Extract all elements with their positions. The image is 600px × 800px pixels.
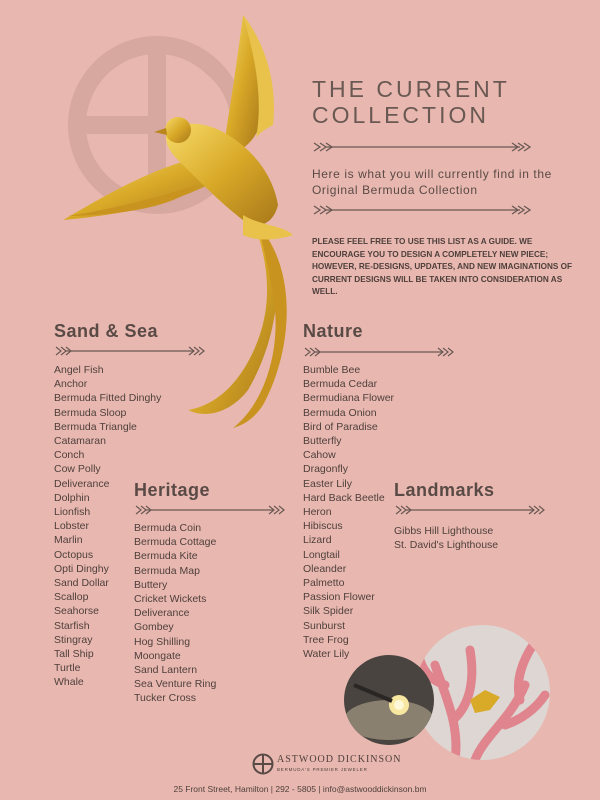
list-item: Longtail [303,548,340,561]
list-item: Water Lily [303,648,350,661]
list-item: Angel Fish [54,364,104,376]
page-title-line2: COLLECTION [312,102,489,128]
page-title [312,76,510,128]
arrow-divider [54,345,206,357]
list-item: Passion Flower [303,591,375,604]
list-item: Scallop [54,591,89,604]
coral-pendant-icon [415,625,550,760]
guidance-note: PLEASE FEEL FREE TO USE THIS LIST AS A GUIDE. WE ENCOURAGE YOU TO DESIGN A COMPLETELY NEW PIECE; HOWEVER, RE-DESIGNS, UPDATES, AND NEW IMAGINATIONS OF CURRENT DESIGNS WILL BE TAKEN INTO CONSIDERATION AS WELL. [312,237,573,296]
brand-tagline: BERMUDA'S PREMIER JEWELER [277,767,368,772]
list-item: Sand Lantern [134,664,198,677]
list-item: Marlin [54,534,83,547]
section-title-heritage: Heritage [134,480,211,500]
brand-name: ASTWOOD DICKINSON [277,754,402,765]
list-item: Lionfish [54,506,91,519]
list-item: Whale [54,676,84,689]
list-item: Bermudiana Flower [303,392,395,405]
torch-flame-icon [344,655,434,745]
list-item: Oleander [303,562,347,575]
footer-contact: 25 Front Street, Hamilton | 292 - 5805 | info@astwooddickinson.bm [173,784,427,794]
list-item: Hog Shilling [134,635,191,648]
list-item: Moongate [134,649,181,662]
arrow-divider [312,141,534,153]
arrow-divider [303,346,455,358]
list-item: Butterfly [303,435,342,448]
intro-text: Here is what you will currently find in the Original Bermuda Collection [312,167,552,197]
list-item: Buttery [134,578,168,591]
list-nature [303,363,394,661]
list-item: Cahow [303,449,336,462]
list-item: Heron [303,506,332,519]
brand-logo-icon [252,753,274,775]
list-item: Hibiscus [303,520,343,533]
list-item: Seahorse [54,605,99,618]
list-item: Dragonfly [303,463,348,476]
list-item: Bermuda Onion [303,406,377,419]
list-item: Deliverance [54,477,110,490]
list-item: Octopus [54,548,94,561]
list-item: Bermuda Kite [134,550,198,563]
list-item: Sand Dollar [54,577,109,590]
list-item: Gibbs Hill Lighthouse [394,525,494,537]
list-item: Hard Back Beetle [303,491,385,504]
jeweler-torch-photo [344,655,434,745]
list-item: Palmetto [303,577,345,590]
arrow-divider [394,504,546,516]
section-title-sand-sea: Sand & Sea [54,321,159,341]
list-item: Bumble Bee [303,364,361,376]
list-item: Silk Spider [303,605,354,618]
list-item: Lizard [303,534,332,547]
arrow-divider [312,204,534,216]
list-heritage [134,521,216,706]
list-item: Deliverance [134,607,190,620]
list-landmarks [394,524,498,552]
section-title-landmarks: Landmarks [394,480,495,500]
list-item: Bermuda Fitted Dinghy [54,392,162,405]
page-title-line1: THE CURRENT [312,76,510,102]
list-item: Stingray [54,633,93,646]
list-item: Conch [54,449,85,462]
list-item: Dolphin [54,491,90,504]
list-item: Gombey [134,621,174,634]
list-item: Catamaran [54,435,106,448]
list-item: Sunburst [303,619,346,632]
list-item: Sea Venture Ring [134,678,217,691]
list-item: Bermuda Triangle [54,420,137,433]
arrow-divider [134,504,286,516]
list-item: Cricket Wickets [134,593,207,606]
section-title-nature: Nature [303,321,364,341]
list-item: Tucker Cross [134,692,197,705]
list-item: Anchor [54,378,88,391]
list-item: Bermuda Coin [134,522,202,534]
list-item: Bermuda Sloop [54,406,127,419]
list-item: Tall Ship [54,648,94,661]
coral-photo [415,625,550,760]
list-item: Bermuda Cottage [134,536,217,549]
list-item: St. David's Lighthouse [394,539,499,552]
list-item: Easter Lily [303,477,353,490]
list-item: Opti Dinghy [54,562,109,575]
list-item: Tree Frog [303,633,349,646]
list-item: Cow Polly [54,463,101,476]
list-item: Lobster [54,520,90,533]
list-item: Starfish [54,619,90,632]
list-item: Bird of Paradise [303,420,378,433]
list-item: Bermuda Map [134,564,200,577]
list-item: Turtle [54,662,81,675]
list-item: Bermuda Cedar [303,378,378,391]
